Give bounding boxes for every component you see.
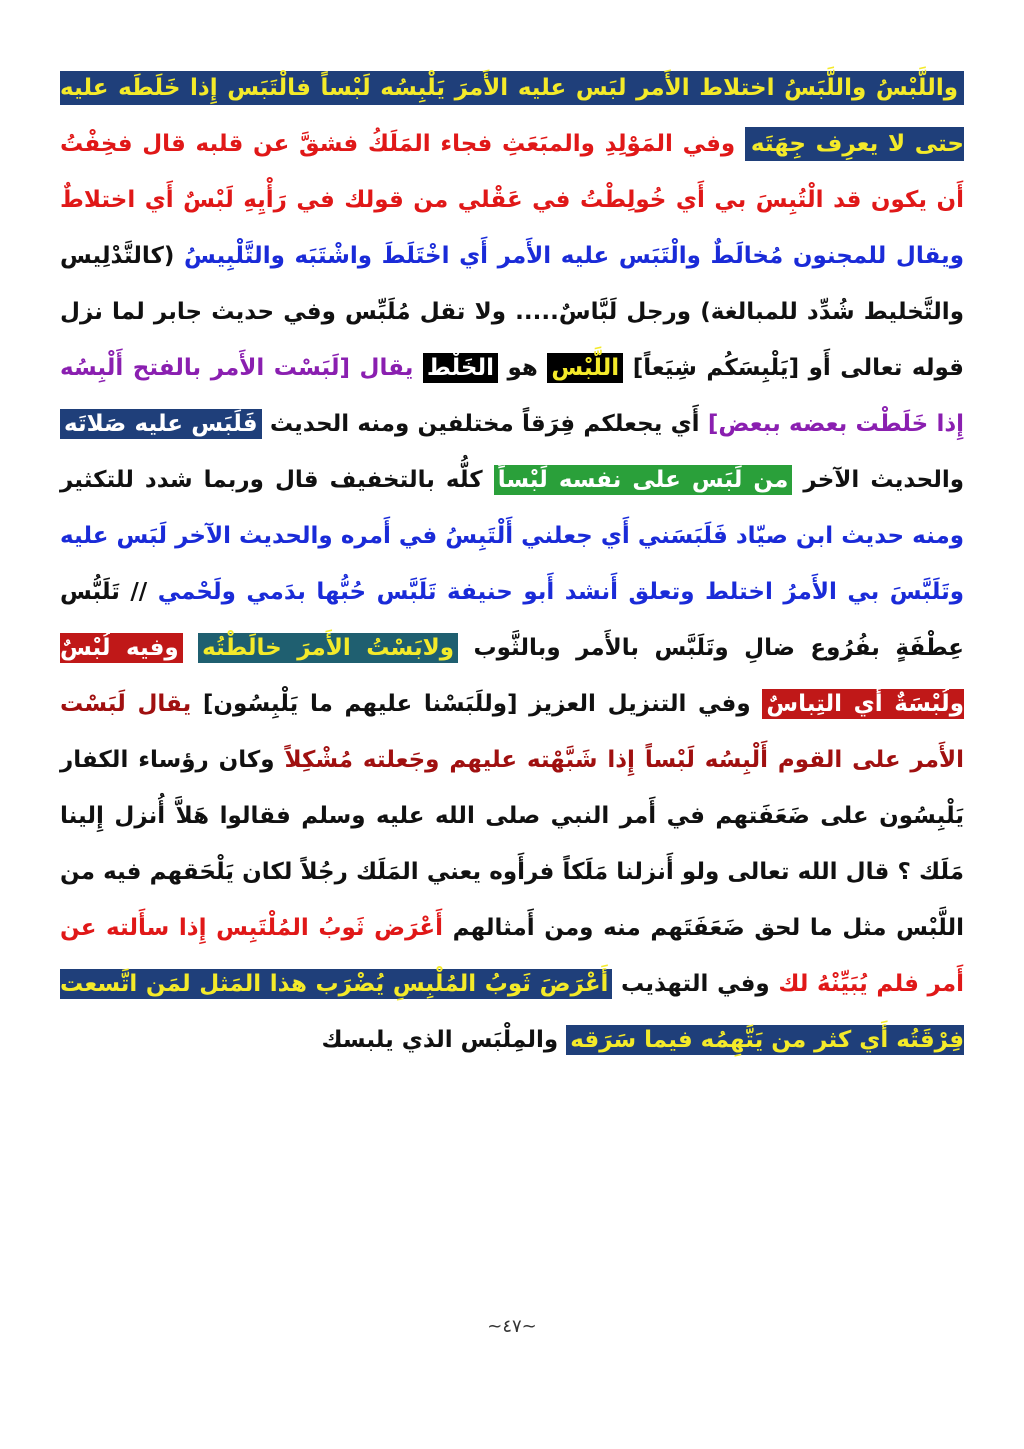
milbas-text: والمِلْبَس الذي يلبسك [321, 1027, 559, 1053]
tahdhib-label: وفي التهذيب [612, 971, 770, 997]
proverb-text: أَعْرَض ثَوبُ المُلْتَبِس إِذا سأَلته عن أَمر فلم يُبَيِّنْهُ لك [60, 915, 964, 997]
labast-amr-highlight: ولابَسْتُ الأَمرَ خالَطْتُه [198, 633, 458, 663]
huwa-word: هو [497, 355, 538, 381]
body-paragraph [60, 60, 964, 1068]
tadlis-note-text: (كالتَّدْلِيس والتَّخليط شُدِّد للمبالغة) ورجل لَبَّاسٌ..... ولا تقل مُلَبِّس [60, 243, 964, 325]
labs-nafs-highlight: من لَبَس على نفسه لَبْساً [494, 465, 793, 495]
proverb-highlight: أَعْرَضَ ثَوبُ المُلْبِسِ يُضْرَب هذا المَثل لمَن اتَّسعت فِرْقَتُه أَي كثر من يَتَّهِمُه فيما سَرَقه [60, 971, 964, 1053]
other-hadith-text: والحديث الآخر [792, 467, 965, 493]
iltibas-highlight: وفيه لُبْسٌ ولُبْسَةٌ أَي التِباسٌ [60, 635, 964, 717]
talbis-term: والتَّلْبِيسُ [183, 243, 285, 269]
talabbas-text: والحديث الآخر لَبَس عليه وتَلَبَّسَ بي الأَمرُ اختلط وتعلق [60, 523, 965, 605]
takhfif-text: كلُّه بالتخفيف قال وربما شدد للتكثير [60, 467, 483, 493]
firaq-text: أَي يجعلكم فِرَقاً مختلفين ومنه الحديث [261, 411, 700, 437]
ibn-sayyad-text: ومنه حديث ابن صيّاد فَلَبَسَني أَي جعلني أَلْتَبِسُ في أَمره [340, 523, 964, 549]
page-number: ~٤٧~ [487, 1316, 537, 1337]
labast-definition-text: يقال [لَبَسْت الأَمر بالفتح أَلْبِسُه إِذا خَلَطْت بعضه ببعض] [60, 355, 965, 437]
khalt-term-badge: الخَلْط [423, 353, 498, 383]
salat-highlight: فَلَبَس عليه صَلاتَه [60, 409, 262, 439]
definition-header-block: واللَّبْسُ واللَّبَسُ اختلاط الأَمر لبَس عليه الأَمرَ يَلْبِسُه لَبْساً فالْتَبَس إِذا خَلَطَه عليه حتى لا يعرِف جِهَتَه [60, 71, 964, 161]
verse-continuation: // تَلَبُّس عِطْفَةٍ بفُرُوع ضالِ وتَلَبَّس بالأَمر وبالثَّوب [60, 579, 964, 661]
mawlid-hadith-text: وفي المَوْلِدِ والمبَعَثِ فجاء المَلَكُ فشقَّ عن قلبه قال فخِفْتُ أَن يكون قد الْتُبِسَ بي أَي خُولِطْتُ في عَقْلي من قولك في رَأْيِهِ لَبْسٌ أَي اختلاطٌ [60, 131, 964, 213]
kuffar-text: وكان رؤساء الكفار يَلْبِسُون على ضَعَفَتهم في أَمر النبي صلى الله عليه وسلم فقالوا هَلاَّ أُنزل إِلينا مَلَك ؟ قال الله تعالى ولو أَنزلنا مَلَكاً فرأَوه يعني المَلَك رجُلاً لكان يَلْحَقهم فيه من اللَّبْس مثل ما لحق ضَعَفَتَهم منه ومن أَمثالهم [60, 747, 964, 941]
document-page [60, 60, 964, 1068]
tanzil-text: وفي التنزيل العزيز [وللَبَسْنا عليهم ما يَلْبِسُون] [191, 691, 751, 717]
labs-term-badge: اللَّبْس [547, 353, 623, 383]
abu-hanifa-verse: أَنشد أَبو حنيفة تَلَبَّس حُبُّها بدَمي ولَحْمي [157, 579, 618, 605]
labast-qawm-text: يقال لَبَسْت الأَمر على القوم أَلْبِسُه لَبْساً إِذا شَبَّهْته عليهم وجَعلته مُشْكِلاً [60, 691, 964, 773]
majnun-definition-text: ويقال للمجنون مُخالَطٌ والْتَبَس عليه الأَمر أَي اخْتَلَطَ واشْتَبَه [294, 243, 964, 269]
jabir-hadith-text: وفي حديث جابر لما نزل قوله تعالى أَو [يَلْبِسَكُم شِيَعاً] [60, 299, 964, 381]
